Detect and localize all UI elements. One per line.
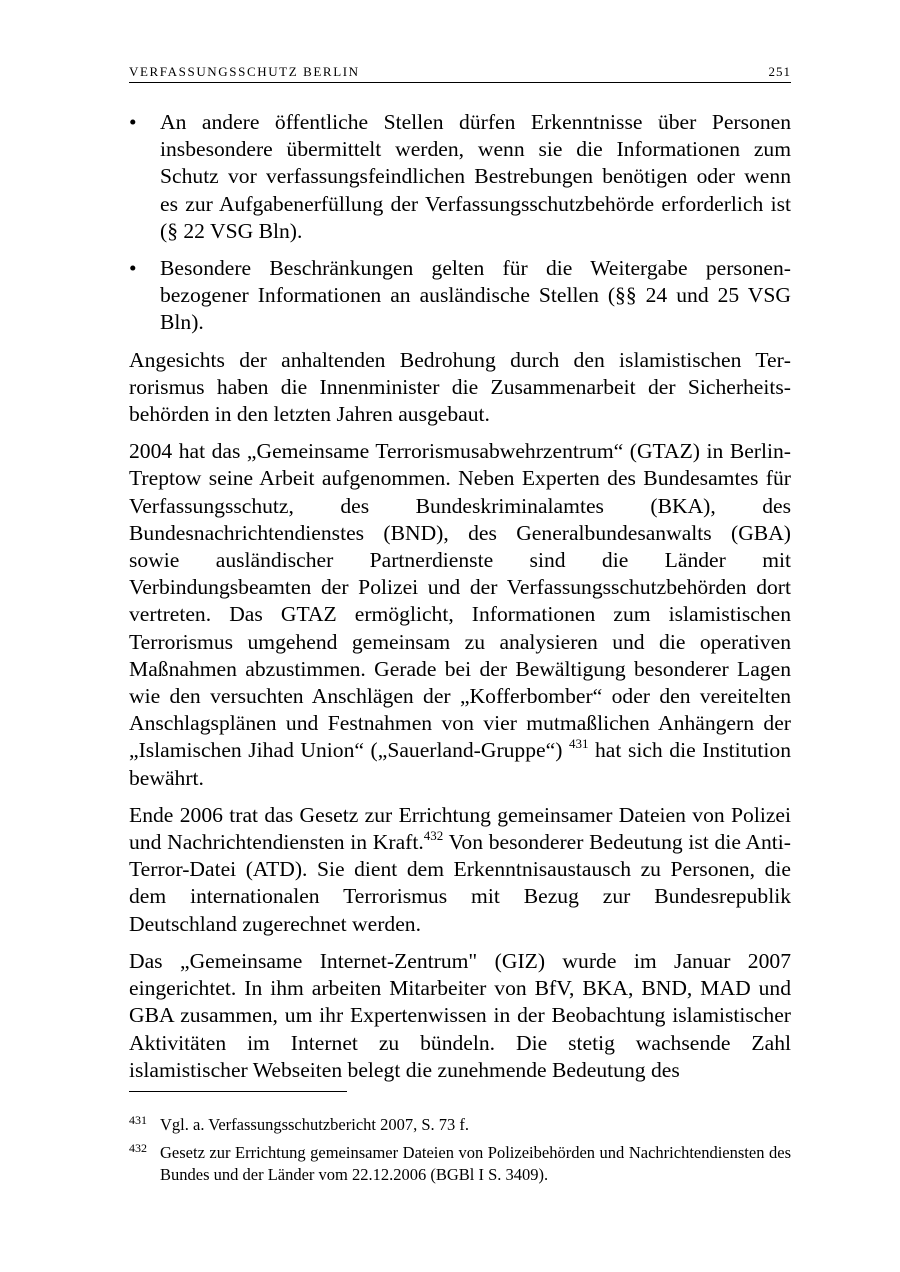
paragraph-atd-tail: Von besonderer Bedeutung ist die Anti-Terror-Datei (ATD). Sie dient dem Erkenntnisaustausch zu Personen, die dem internationalen Terrorismus mit Bezug zur Bundesrepublik Deutschland zugerechnet werden. [129,830,791,936]
header-title: VERFASSUNGSSCHUTZ BERLIN [129,64,360,79]
footnote-number: 432 [129,1141,147,1155]
paragraph-gtaz [129,438,791,792]
paragraph-gtaz-tail: hat sich die Institution bewährt. [129,738,791,790]
bullet-text: Besondere Beschränkungen gelten für die Weitergabe personenbezogener Informationen an ausländische Stellen (§§ 24 und 25 VSG Bln). [160,256,791,335]
list-item [129,109,791,245]
footnote-ref-431[interactable]: 431 [568,736,589,752]
page-number: 251 [768,64,791,79]
bullet-icon: • [129,256,137,281]
paragraph-atd [129,802,791,938]
paragraph-gtaz-text: 2004 hat das „Gemeinsame Terrorismusabwehrzentrum“ (GTAZ) in Berlin-Treptow seine Arbeit aufgenommen. Neben Experten des Bundesamtes für Verfassungsschutz, des Bundeskriminalamtes (BKA), des Bundesnachrichtendienstes (BND), des Generalbundesanwalts (GBA) sowie ausländischer Partnerdienste sind die Länder mit Verbindungsbeamten der Polizei und der Verfassungsschutzbehörden dort vertreten. Das GTAZ ermöglicht, Informationen zum islamistischen Terrorismus umgehend gemeinsam zu analysieren und die operativen Maßnahmen abzustimmen. Gerade bei der Bewältigung besonderer Lagen wie den versuchten Anschlägen der „Kofferbomber“ oder den vereitelten Anschlagsplänen und Festnahmen von vier mutmaßlichen Anhängern der „Islamischen Jihad Union“ („Sauerland-Gruppe“) [129,439,791,763]
footnote-text: Vgl. a. Verfassungsschutzbericht 2007, S. 73 f. [160,1115,470,1134]
bullet-list [129,109,791,337]
footnote-432 [129,1142,791,1186]
running-header [129,62,791,83]
body-text [129,109,791,1094]
bullet-text: An andere öffentliche Stellen dürfen Erkenntnisse über Personen insbesondere übermittelt werden, wenn sie die Informationen zum Schutz vor verfassungsfeindlichen Bestrebungen benötigen oder wenn es zur Aufgabenerfüllung der Verfassungsschutzbehörde erforderlich ist (§ 22 VSG Bln). [160,110,791,243]
paragraph-giz: Das „Gemeinsame Internet-Zentrum" (GIZ) wurde im Januar 2007 eingerichtet. In ihm arbeiten Mitarbeiter von BfV, BKA, BND, MAD und GBA zusammen, um ihr Expertenwissen in der Beobachtung islamistischer Aktivitäten im Internet zu bündeln. Die stetig wachsende Zahl islamistischer Webseiten belegt die zunehmende Bedeutung des [129,948,791,1082]
footnote-divider [129,1091,347,1092]
footnote-431 [129,1114,791,1136]
footnote-ref-432[interactable]: 432 [423,828,444,844]
footnote-text: Gesetz zur Errichtung gemeinsamer Dateien von Polizeibehörden und Nachrichtendiensten des Bundes und der Länder vom 22.12.2006 (BGBl I S. 3409). [160,1143,791,1184]
paragraph-terror-threat: Angesichts der anhaltenden Bedrohung durch den islamistischen Terrorismus haben die Innenminister die Zusammenarbeit der Sicherheitsbehörden in den letzten Jahren ausgebaut. [129,347,791,427]
footnote-number: 431 [129,1113,147,1127]
paragraph-atd-text: Ende 2006 trat das Gesetz zur Errichtung gemeinsamer Dateien von Polizei und Nachrichtendiensten in Kraft. [129,802,791,855]
list-item [129,255,791,337]
footnotes [129,1091,791,1192]
bullet-icon: • [129,110,137,134]
